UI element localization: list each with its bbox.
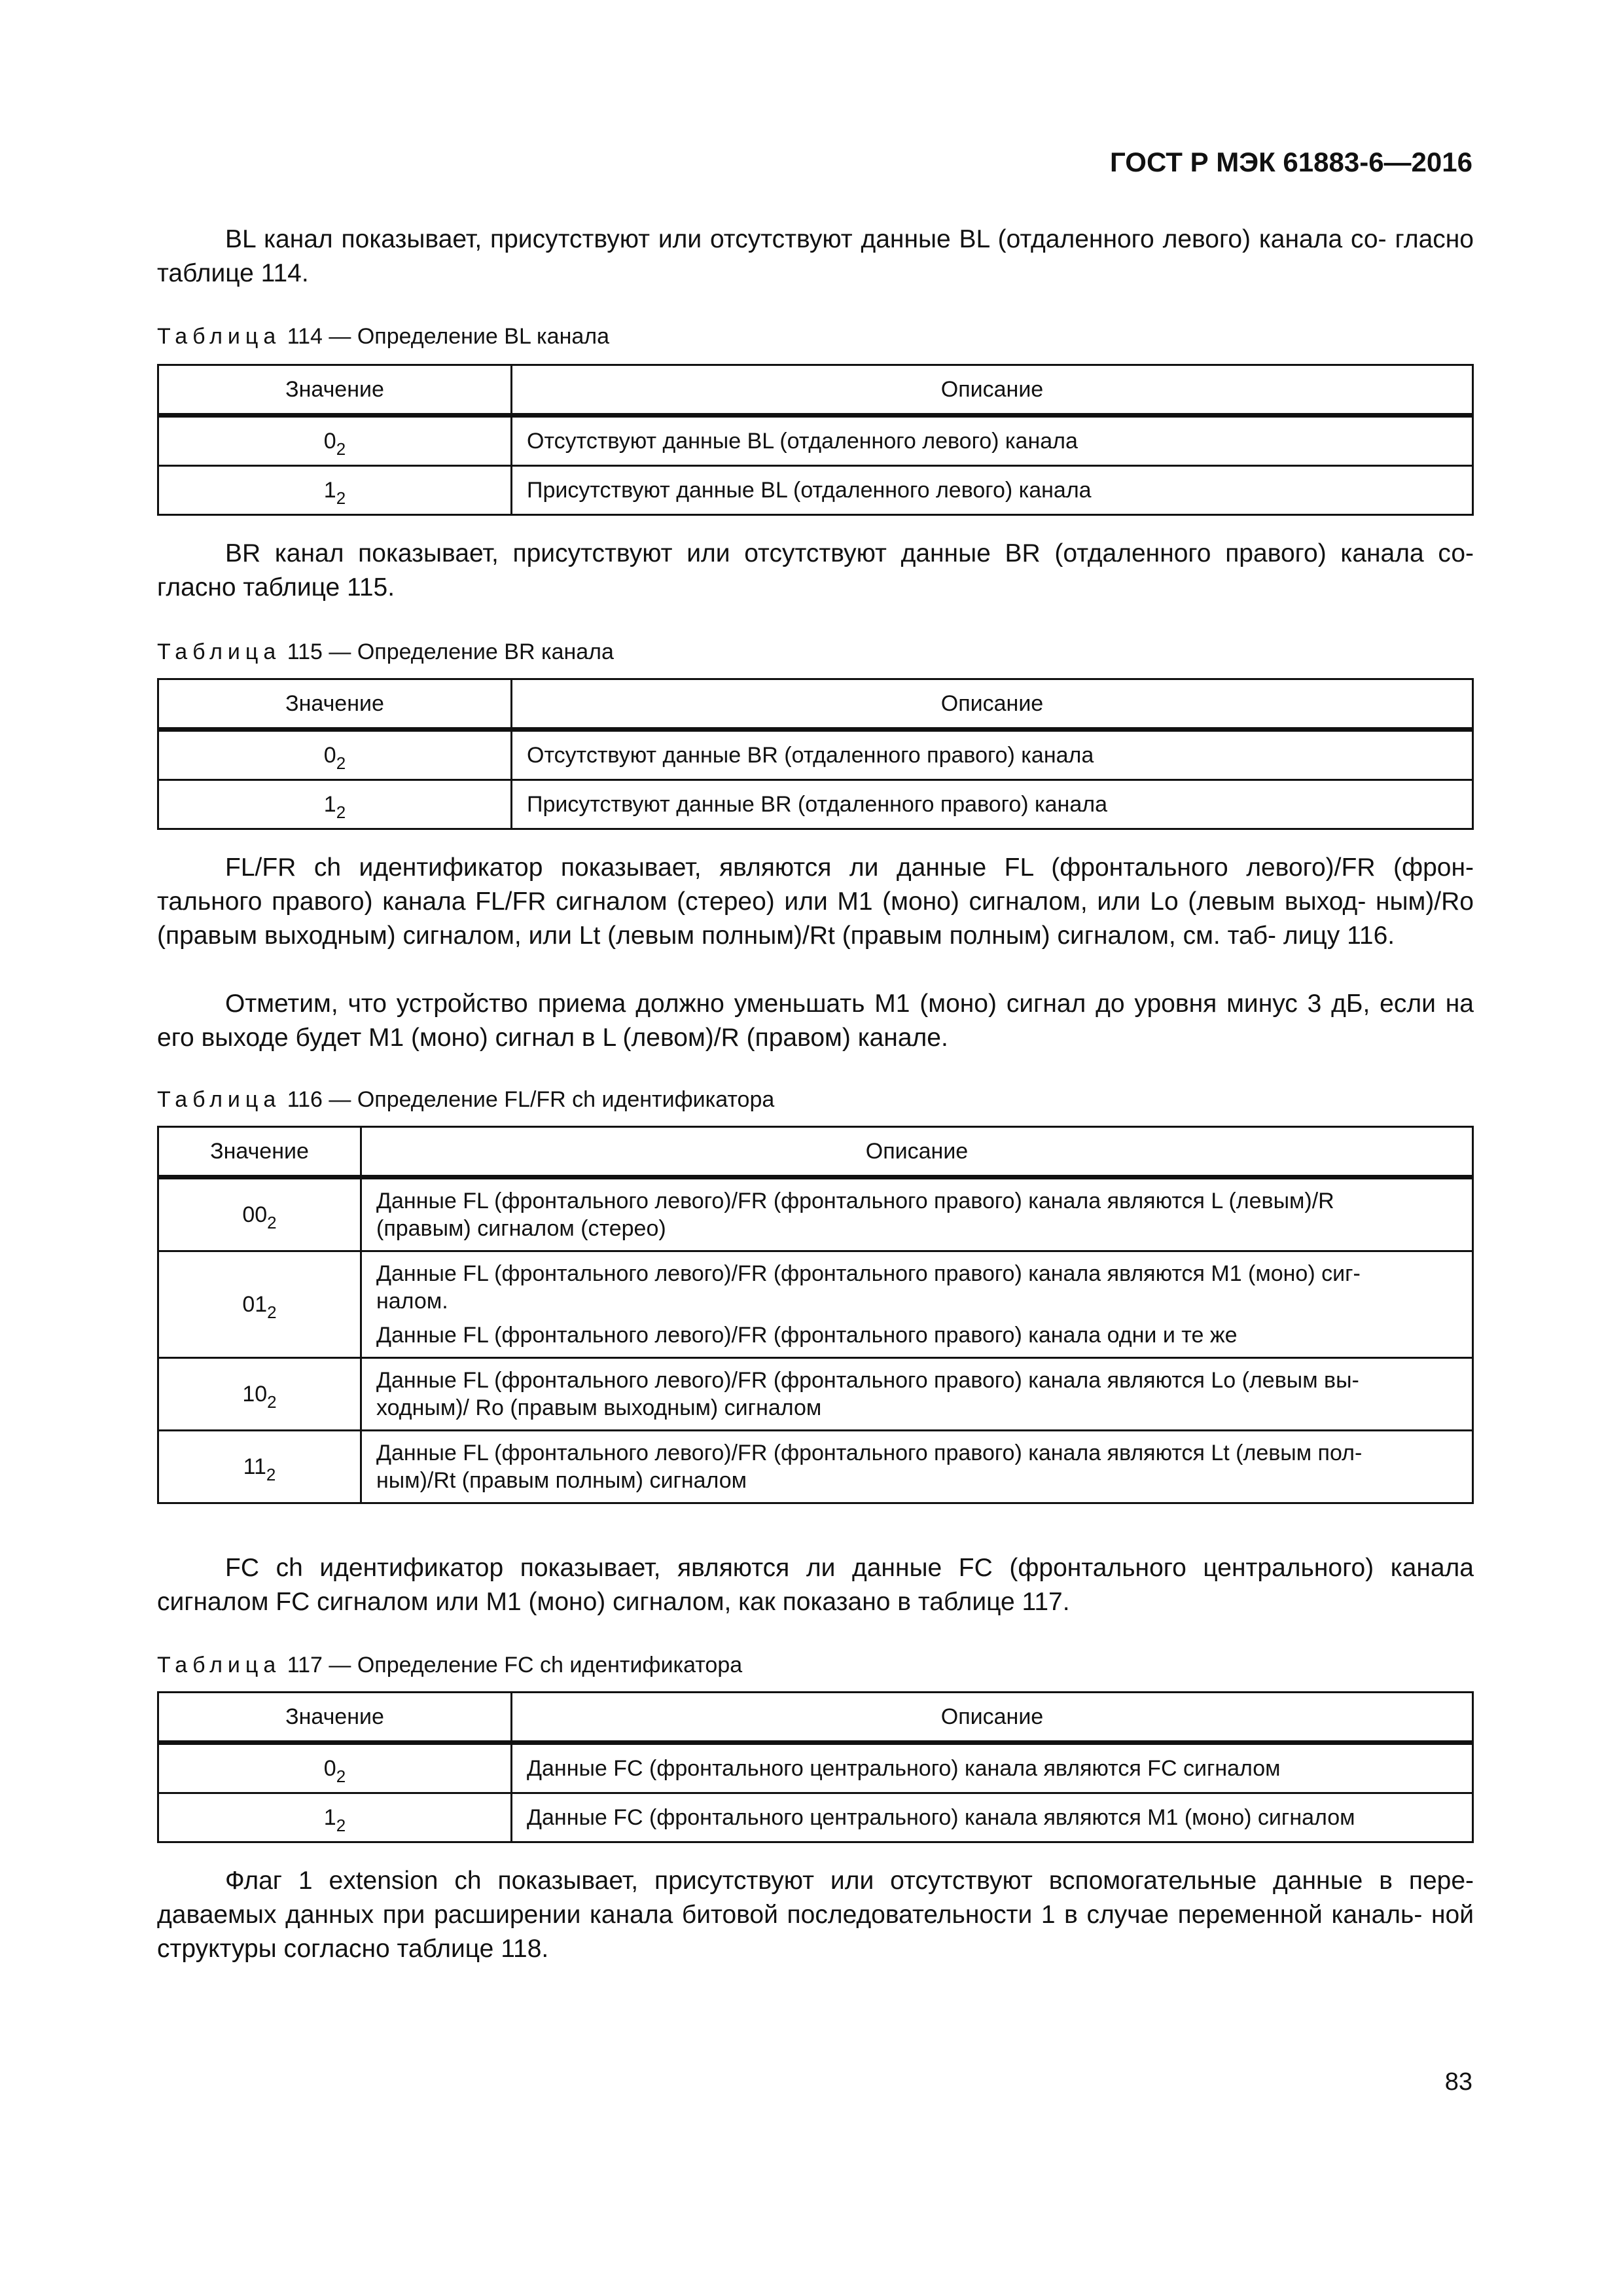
value-cell: $0_2$ [158,730,512,780]
table-116-caption: Таблица 116 — Определение FL/FR ch идентификатора [157,1087,775,1112]
table-117-header-value: Значение [158,1693,512,1743]
description-cell: Данные FL (фронтального левого)/FR (фронтального правого) канала являются Lo (левым вы- ходным)/ Ro (правым выходным) сигналом [361,1358,1473,1431]
table-114-header-value: Значение [158,365,512,416]
document-number: ГОСТ Р МЭК 61883-6—2016 [1110,147,1472,177]
value-cell: $1_2$ [158,780,512,829]
table-117-caption: Таблица 117 — Определение FC ch идентификатора [157,1653,743,1677]
description-cell: Отсутствуют данные BL (отдаленного левого) канала [512,416,1473,466]
table-114-caption: Таблица 114 — Определение BL канала [157,324,610,349]
table-row [158,1358,1473,1431]
table-116-header-desc: Описание [361,1127,1473,1177]
value-cell: $1_2$ [158,466,512,515]
table-115-caption: Таблица 115 — Определение BR канала [157,639,614,664]
paragraph-note-attenuation: Отметим, что устройство приема должно уменьшать M1 (моно) сигнал до уровня минус 3 дБ, если на его выходе будет M1 (моно) сигнал в L (левом)/R (правом) канале. [157,990,1474,1052]
value-cell: $10_2$ [158,1358,361,1431]
value-cell: $1_2$ [158,1793,512,1842]
table-row [158,780,1473,829]
table-117 [157,1691,1474,1843]
description-cell: Данные FL (фронтального левого)/FR (фронтального правого) канала являются L (левым)/R (правым) сигналом (стерео) [361,1177,1473,1251]
table-row [158,1743,1473,1793]
table-row [158,1251,1473,1358]
paragraph-fl-fr-identifier: FL/FR ch идентификатор показывает, являются ли данные FL (фронтального левого)/FR (фрон- тального правого) канала FL/FR сигналом (стерео) или M1 (моно) сигналом, или Lo (левым выход- ным)/Ro (правым выходным) сигналом, или Lt (левым полным)/Rt (правым полным) сигналом, см. таб- лицу 116. [157,853,1474,950]
paragraph-bl-channel: BL канал показывает, присутствуют или отсутствуют данные BL (отдаленного левого) канала со- гласно таблице 114. [157,225,1474,287]
description-cell: Данные FC (фронтального центрального) канала являются FC сигналом [512,1743,1473,1793]
table-116-header-value: Значение [158,1127,361,1177]
paragraph-fc-identifier: FC ch идентификатор показывает, являются ли данные FC (фронтального центрального) канала сигналом FC сигналом или M1 (моно) сигналом, как показано в таблице 117. [157,1554,1474,1616]
table-row [158,466,1473,515]
value-cell: $0_2$ [158,1743,512,1793]
table-116 [157,1126,1474,1504]
value-cell: $01_2$ [158,1251,361,1358]
description-cell: Данные FC (фронтального центрального) канала являются M1 (моно) сигналом [512,1793,1473,1842]
page-number: 83 [1444,2068,1472,2096]
description-cell: Данные FL (фронтального левого)/FR (фронтального правого) канала являются Lt (левым пол- ным)/Rt (правым полным) сигналом [361,1431,1473,1503]
value-cell: $0_2$ [158,416,512,466]
table-row [158,416,1473,466]
table-row [158,1177,1473,1251]
value-cell: $11_2$ [158,1431,361,1503]
table-117-header-desc: Описание [512,1693,1473,1743]
table-114-header-desc: Описание [512,365,1473,416]
table-114 [157,364,1474,516]
description-cell: Данные FL (фронтального левого)/FR (фронтального правого) канала являются M1 (моно) сиг- налом. Данные FL (фронтального левого)/FR (фронтального правого) канала одни и те же [361,1251,1473,1358]
table-115-header-value: Значение [158,679,512,730]
table-115 [157,678,1474,830]
value-cell: $00_2$ [158,1177,361,1251]
table-row [158,730,1473,780]
paragraph-flag-extension: Флаг 1 extension ch показывает, присутствуют или отсутствуют вспомогательные данные в пере- даваемых данных при расширении канала битовой последовательности 1 в случае переменной каналь- ной структуры согласно таблице 118. [157,1867,1474,1963]
paragraph-br-channel: BR канал показывает, присутствуют или отсутствуют данные BR (отдаленного правого) канала со- гласно таблице 115. [157,539,1474,601]
table-row [158,1793,1473,1842]
table-115-header-desc: Описание [512,679,1473,730]
description-cell: Присутствуют данные BL (отдаленного левого) канала [512,466,1473,515]
description-cell: Отсутствуют данные BR (отдаленного правого) канала [512,730,1473,780]
description-cell: Присутствуют данные BR (отдаленного правого) канала [512,780,1473,829]
table-row [158,1431,1473,1503]
